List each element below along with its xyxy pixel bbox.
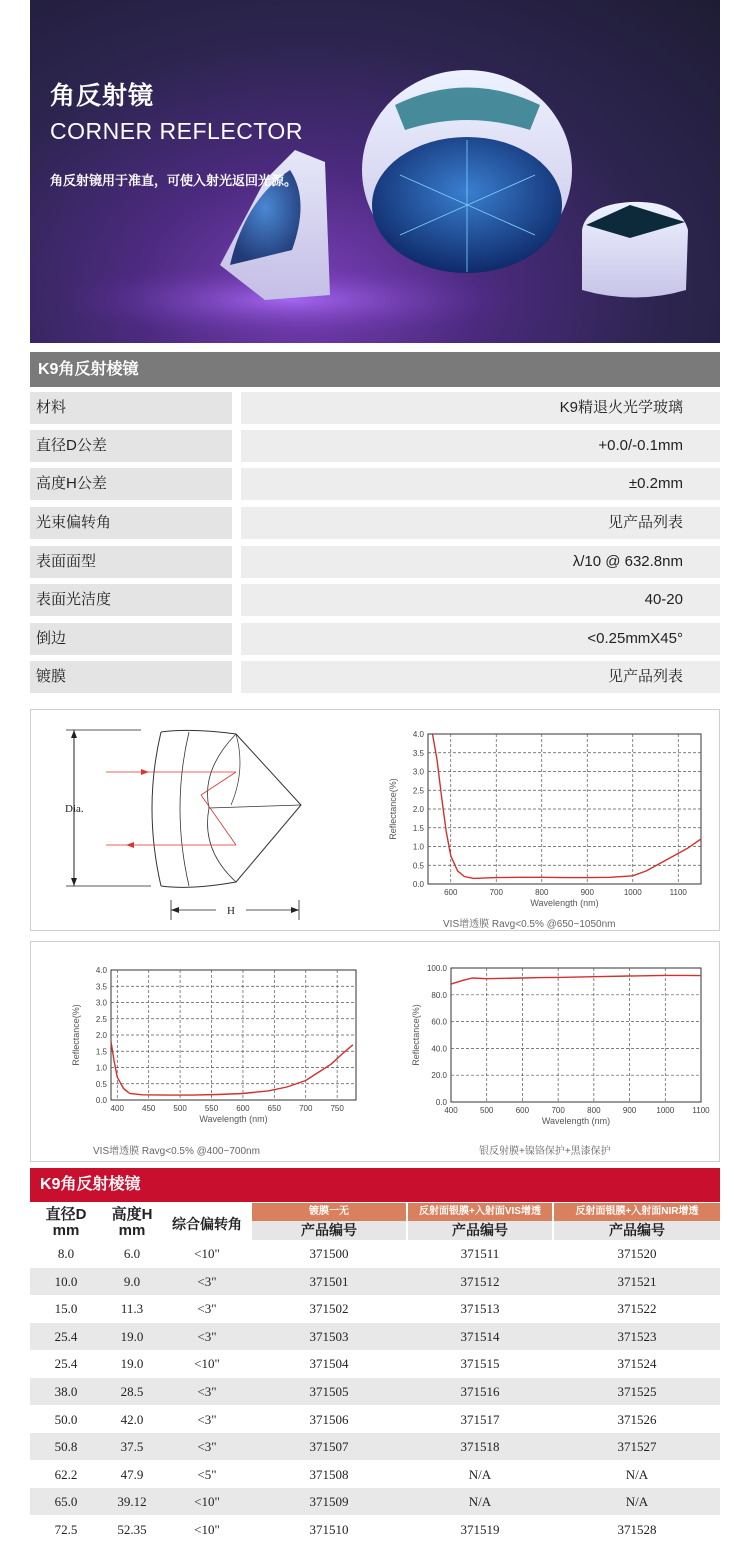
table-row [30, 1488, 720, 1515]
y-tick-label: 0.0 [412, 880, 424, 889]
y-tick-label: 3.0 [412, 767, 424, 777]
spec-label: 光束偏转角 [30, 507, 232, 539]
col-h-header [102, 1207, 162, 1239]
x-tick-label: 900 [580, 888, 594, 897]
series-line [451, 975, 701, 984]
cell-deviation: <3" [197, 1411, 217, 1427]
y-tick-label: 1.5 [95, 1047, 107, 1057]
cell-pn-nir: 371521 [617, 1273, 657, 1289]
table-row [30, 1350, 720, 1377]
spec-row [30, 430, 720, 462]
spec-label: 材料 [30, 392, 232, 424]
y-tick-label: 1.0 [412, 842, 424, 852]
cell-deviation: <3" [197, 1328, 217, 1344]
spec-value: 见产品列表 [241, 661, 720, 693]
dia-label: Dia. [65, 803, 84, 815]
y-tick-label: 80.0 [431, 990, 447, 1000]
cell-dia: 8.0 [57, 1246, 75, 1261]
x-tick-label: 1100 [692, 1106, 710, 1115]
hero-banner [30, 0, 720, 343]
y-tick-label: 100.0 [426, 964, 447, 973]
cell-pn-vis: 371514 [460, 1328, 500, 1344]
spec-row [30, 623, 720, 655]
cell-pn-none: 371507 [309, 1439, 349, 1455]
x-axis-label: Wavelength (nm) [530, 898, 599, 908]
cell-deviation: <10" [194, 1356, 220, 1372]
x-tick-label: 500 [480, 1106, 494, 1115]
cell-dia: 50.8 [54, 1439, 78, 1455]
cell-pn-vis: 371519 [460, 1522, 500, 1537]
spec-row [30, 507, 720, 539]
x-tick-label: 400 [444, 1106, 458, 1115]
x-tick-label: 500 [173, 1104, 187, 1113]
silver-caption: 银反射膜+镍铬保护+黑漆保护 [479, 1146, 611, 1157]
spec-row [30, 392, 720, 424]
x-tick-label: 1100 [669, 888, 687, 897]
h-label: H [227, 905, 235, 917]
vis-650-1050-chart [353, 714, 713, 914]
cell-pn-vis: 371511 [460, 1246, 500, 1261]
cell-pn-none: 371500 [309, 1246, 349, 1261]
figure-panel-1 [30, 709, 720, 931]
cell-height: 28.5 [120, 1384, 144, 1399]
x-tick-label: 600 [515, 1106, 530, 1115]
pn-header-3: 产品编号 [554, 1221, 720, 1240]
cell-pn-vis: 371515 [460, 1356, 500, 1372]
x-tick-label: 900 [622, 1106, 637, 1115]
cell-pn-none: 371509 [309, 1494, 349, 1510]
y-tick-label: 2.0 [95, 1031, 107, 1040]
cell-deviation: <3" [197, 1439, 217, 1455]
corner-reflector-diagram [31, 710, 351, 932]
x-tick-label: 1000 [656, 1106, 675, 1115]
cell-pn-nir: 371524 [617, 1356, 657, 1372]
cell-dia: 50.0 [54, 1411, 78, 1427]
spec-value: K9精退火光学玻璃 [241, 392, 720, 424]
x-tick-label: 700 [551, 1106, 565, 1115]
y-tick-label: 0.0 [95, 1096, 107, 1105]
x-tick-label: 700 [489, 888, 503, 897]
table-row [30, 1295, 720, 1322]
y-tick-label: 20.0 [431, 1071, 447, 1081]
series-line [433, 734, 702, 878]
x-tick-label: 400 [110, 1104, 124, 1113]
y-tick-label: 3.5 [412, 748, 424, 758]
coating-vis-header: 反射面银膜+入射面VIS增透 [408, 1203, 552, 1221]
y-axis-label: Reflectance(%) [71, 1004, 81, 1066]
spec-label: 镀膜 [30, 661, 232, 693]
hero-description: 角反射镜用于准直，可使入射光返回光源。 [50, 173, 298, 188]
cell-pn-nir: N/A [625, 1466, 649, 1482]
col-h-label: 高度H [111, 1206, 153, 1223]
cell-pn-vis: 371517 [460, 1411, 500, 1427]
x-tick-label: 700 [299, 1104, 313, 1113]
coating-nir-header: 反射面银膜+入射面NIR增透 [554, 1203, 720, 1221]
col-dia-header [30, 1207, 102, 1239]
cell-pn-nir: 371527 [617, 1439, 657, 1455]
cell-pn-none: 371510 [309, 1522, 349, 1537]
x-tick-label: 800 [587, 1106, 601, 1115]
cell-pn-vis: 371513 [460, 1301, 500, 1317]
cell-height: 11.3 [120, 1301, 144, 1317]
x-axis-label: Wavelength (nm) [199, 1114, 268, 1124]
spec-table-title: K9角反射棱镜 [30, 352, 720, 387]
cell-pn-nir: 371528 [617, 1522, 657, 1537]
cell-deviation: <5" [197, 1466, 217, 1482]
table-row [30, 1323, 720, 1350]
cell-dia: 62.2 [54, 1466, 78, 1482]
pn-header-2: 产品编号 [408, 1221, 552, 1240]
spec-value: +0.0/-0.1mm [241, 430, 720, 462]
cell-pn-nir: 371523 [617, 1328, 657, 1344]
y-tick-label: 1.5 [412, 823, 424, 833]
cell-pn-nir: 371526 [617, 1411, 657, 1427]
spec-label: 倒边 [30, 623, 232, 655]
spec-row [30, 584, 720, 616]
cell-pn-none: 371501 [309, 1273, 349, 1289]
cell-pn-none: 371505 [309, 1384, 349, 1399]
cell-pn-none: 371508 [309, 1466, 349, 1482]
cell-dia: 38.0 [54, 1384, 78, 1399]
y-axis-label: Reflectance(%) [411, 1004, 421, 1066]
cell-pn-vis: 371516 [460, 1384, 500, 1399]
y-tick-label: 4.0 [95, 966, 107, 975]
product-table-title: K9角反射棱镜 [30, 1168, 720, 1202]
cell-dia: 15.0 [54, 1301, 78, 1317]
cell-pn-none: 371503 [309, 1328, 349, 1344]
cell-deviation: <3" [197, 1273, 217, 1289]
table-row [30, 1461, 720, 1488]
col-dia-unit: mm [52, 1222, 80, 1239]
cell-height: 52.35 [117, 1522, 147, 1537]
spec-row [30, 661, 720, 693]
cell-dia: 72.5 [54, 1522, 78, 1537]
cell-deviation: <3" [197, 1301, 217, 1317]
table-row [30, 1268, 720, 1295]
cell-height: 6.0 [123, 1246, 141, 1261]
cell-deviation: <3" [197, 1384, 217, 1399]
cell-deviation: <10" [194, 1494, 220, 1510]
spec-value: ±0.2mm [241, 468, 720, 500]
spec-row [30, 546, 720, 578]
cell-pn-none: 371502 [309, 1301, 349, 1317]
table-row [30, 1240, 720, 1267]
y-tick-label: 0.5 [95, 1079, 107, 1089]
y-tick-label: 3.5 [95, 982, 107, 992]
cell-pn-vis: 371518 [460, 1439, 500, 1455]
cell-pn-vis: N/A [468, 1466, 492, 1482]
x-tick-label: 650 [267, 1104, 282, 1113]
cell-dia: 10.0 [54, 1273, 78, 1289]
cell-pn-nir: 371525 [617, 1384, 657, 1399]
cell-pn-vis: N/A [468, 1494, 492, 1510]
y-tick-label: 60.0 [431, 1017, 447, 1027]
pn-header-1: 产品编号 [252, 1221, 406, 1240]
cell-height: 37.5 [120, 1439, 144, 1455]
hero-subtitle: CORNER REFLECTOR [50, 118, 303, 144]
x-axis-label: Wavelength (nm) [541, 1116, 611, 1126]
cell-deviation: <10" [194, 1246, 220, 1261]
spec-value: λ/10 @ 632.8nm [241, 546, 720, 578]
spec-label: 直径D公差 [30, 430, 232, 462]
x-tick-label: 450 [142, 1104, 156, 1113]
silver-reflect-chart [371, 950, 711, 1150]
col-deviation-header: 综合偏转角 [172, 1216, 242, 1232]
y-tick-label: 4.0 [412, 730, 424, 739]
vis2-caption: VIS增透膜 Ravg<0.5% @400~700nm [93, 1146, 260, 1157]
cell-height: 42.0 [120, 1411, 144, 1427]
cell-height: 9.0 [123, 1273, 141, 1289]
spec-label: 高度H公差 [30, 468, 232, 500]
cell-pn-nir: N/A [625, 1494, 649, 1510]
cell-height: 19.0 [120, 1356, 144, 1372]
cell-height: 19.0 [120, 1328, 144, 1344]
x-tick-label: 600 [236, 1104, 250, 1113]
cell-dia: 25.4 [54, 1356, 78, 1372]
y-tick-label: 2.5 [412, 786, 424, 796]
y-axis-label: Reflectance(%) [388, 778, 398, 840]
cell-dia: 65.0 [54, 1494, 78, 1510]
cell-pn-nir: 371522 [617, 1301, 657, 1317]
table-row [30, 1406, 720, 1433]
vis-400-700-chart [36, 950, 366, 1150]
y-tick-label: 1.0 [95, 1063, 107, 1073]
vis1-caption: VIS增透膜 Ravg<0.5% @650~1050nm [443, 919, 616, 930]
cell-height: 39.12 [117, 1494, 147, 1510]
spec-value: 见产品列表 [241, 507, 720, 539]
y-tick-label: 40.0 [431, 1044, 447, 1054]
cell-height: 47.9 [120, 1466, 144, 1482]
plot-frame [451, 968, 701, 1102]
x-tick-label: 600 [444, 888, 458, 897]
x-tick-label: 550 [204, 1104, 219, 1113]
cell-pn-nir: 371520 [617, 1246, 657, 1261]
col-dia-label: 直径D [45, 1206, 87, 1223]
spec-value: <0.25mmX45° [241, 623, 720, 655]
y-tick-label: 0.0 [435, 1098, 447, 1107]
y-tick-label: 0.5 [412, 861, 424, 871]
series-line [111, 1042, 353, 1096]
cell-pn-none: 371504 [309, 1356, 349, 1372]
x-tick-label: 800 [535, 888, 549, 897]
y-tick-label: 3.0 [95, 998, 107, 1008]
x-tick-label: 750 [330, 1104, 344, 1113]
hero-title: 角反射镜 [50, 82, 155, 110]
y-tick-label: 2.0 [412, 805, 424, 814]
table-row [30, 1433, 720, 1460]
figure-panel-2 [30, 941, 720, 1162]
table-row [30, 1516, 720, 1543]
cell-dia: 25.4 [54, 1328, 78, 1344]
col-h-unit: mm [118, 1222, 146, 1239]
cell-pn-none: 371506 [309, 1411, 349, 1427]
spec-row [30, 468, 720, 500]
spec-label: 表面光洁度 [30, 584, 232, 616]
cell-deviation: <10" [194, 1522, 220, 1537]
table-row [30, 1378, 720, 1405]
x-tick-label: 1000 [623, 888, 642, 897]
spec-value: 40-20 [241, 584, 720, 616]
coating-none-header: 镀膜一无 [252, 1203, 406, 1221]
spec-label: 表面面型 [30, 546, 232, 578]
cell-pn-vis: 371512 [460, 1273, 500, 1289]
y-tick-label: 2.5 [95, 1014, 107, 1024]
